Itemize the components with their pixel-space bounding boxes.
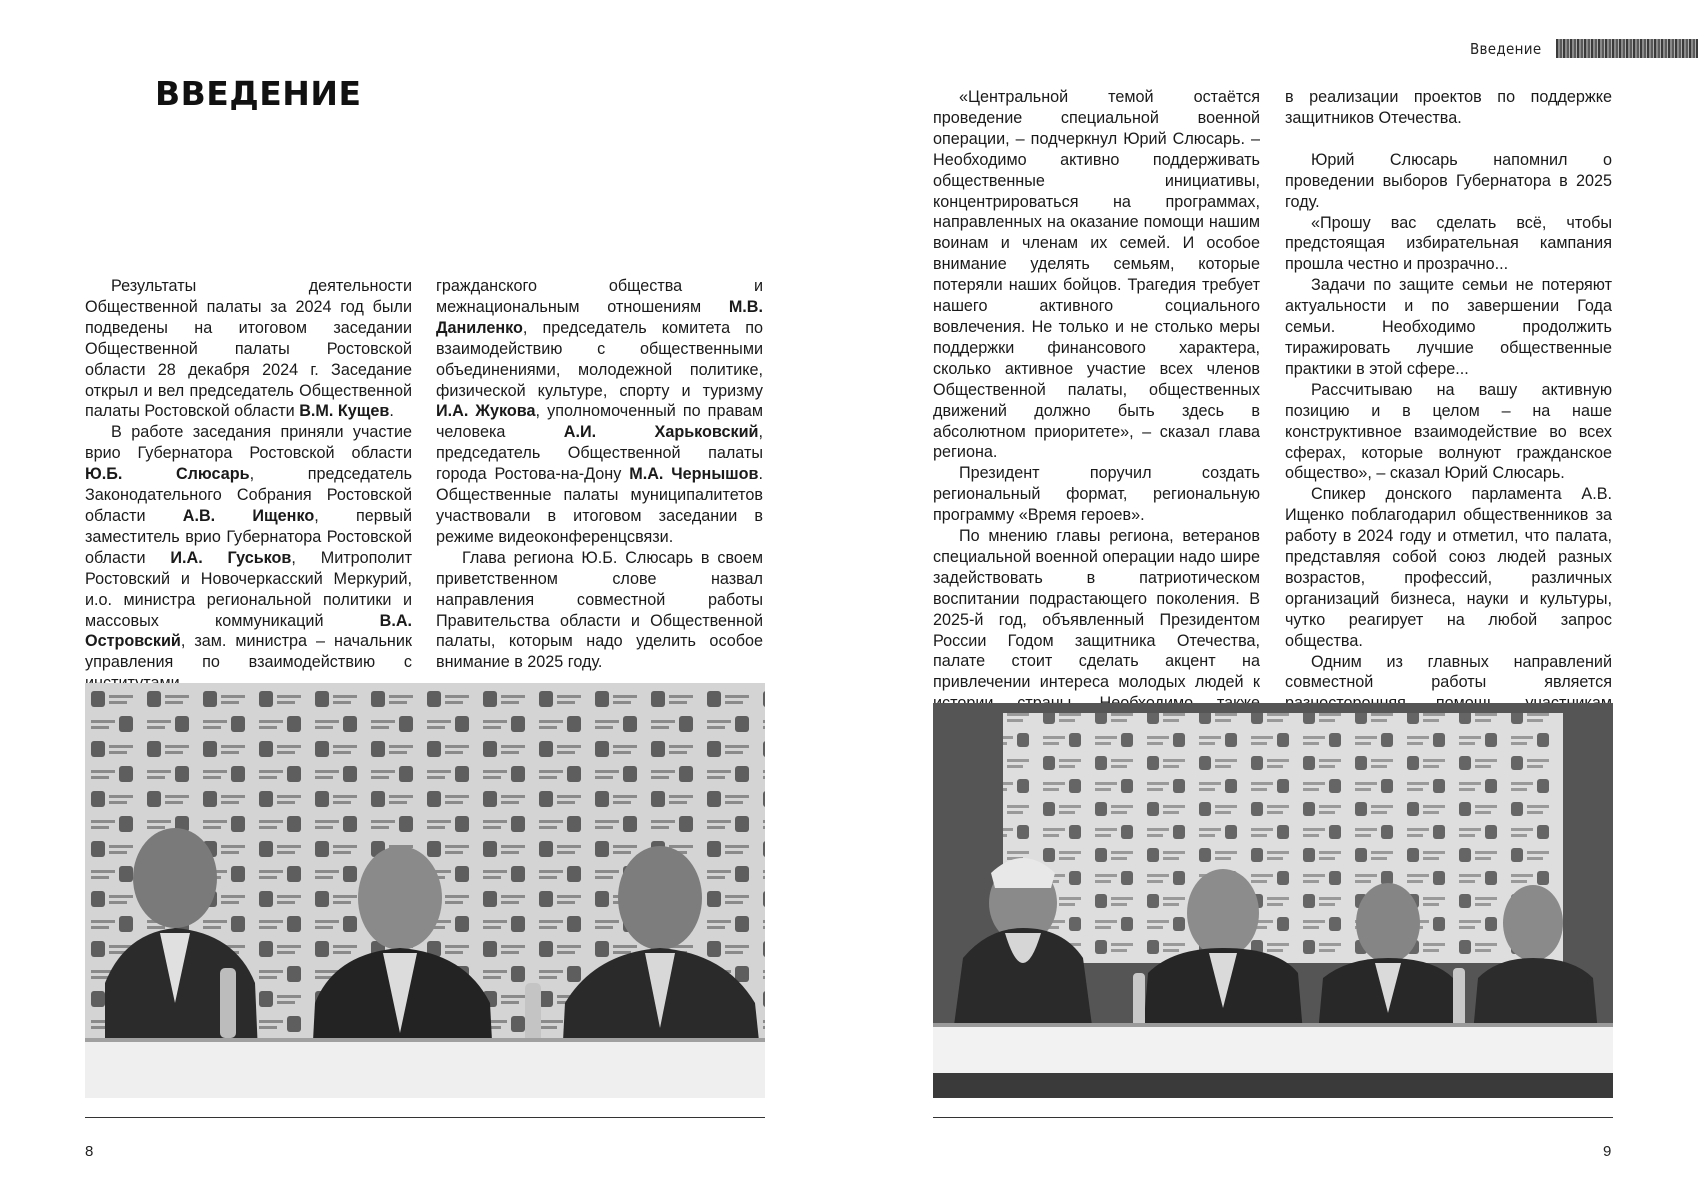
text-column-2 <box>436 276 763 673</box>
paragraph: Президент поручил создать региональный формат, региональную программу «Время героев». <box>933 464 1260 525</box>
paragraph: Спикер донского парламента А.В. Ищенко поблагодарил общественников за работу в 2024 году и отметил, что палата, представляя собой союз людей разных возрастов, профессий, различных организаций бизнеса, науки и культуры, чутко реагирует на любой запрос общества. <box>1285 485 1612 650</box>
paragraph: Задачи по защите семьи не потеряют актуальности и по завершении Года семьи. Необходимо продолжить тиражировать лучшие общественные практики в этой сфере... <box>1285 276 1612 378</box>
footer-rule <box>85 1117 765 1118</box>
running-header: Введение <box>1470 40 1542 58</box>
photo-illustration <box>933 703 1613 1098</box>
meeting-photo-left <box>85 683 765 1098</box>
paragraph: гражданского общества и межнациональным отношениям М.В. Даниленко, председатель комитета по взаимодействию с общественными объединениями, молодежной политике, физической культуре, спорту и туризму И.А. Жукова, уполномоченный по правам человека А.И. Харьковский, председатель Общественной палаты города Ростова-на-Дону М.А. Чернышов. Общественные палаты муниципалитетов участвовали в итоговом заседании в режиме видеоконференцсвязи. <box>436 277 763 546</box>
paragraph: Глава региона Ю.Б. Слюсарь в своем приветственном слове назвал направления совместной работы Правительства области и Общественной палаты, которым надо уделить особое внимание в 2025 году. <box>436 548 763 672</box>
paragraph: «Центральной темой остаётся проведение специальной военной операции, – подчеркнул Юрий Слюсарь. – Необходимо активно поддерживать общественные инициативы, концентрироваться на программах, направленных на оказание помощи нашим воинам и членам их семей. И особое внимание уделять семьям, которые потеряли наших бойцов. Трагедия требует нашего активного социального вовлечения. Не только и не столько меры поддержки финансового характера, сколько активное участие всех членов Общественной палаты, общественных движений должно быть здесь в абсолютном приоритете», – сказал глава региона. <box>933 88 1260 462</box>
text-column-3 <box>933 87 1260 735</box>
page-number-left: 8 <box>85 1143 94 1160</box>
footer-rule <box>933 1117 1613 1118</box>
paragraph: Юрий Слюсарь напомнил о проведении выборов Губернатора в 2025 году. <box>1285 150 1612 211</box>
paragraph: «Прошу вас сделать всё, чтобы предстоящая избирательная кампания прошла честно и прозрачно... <box>1285 213 1612 274</box>
meeting-photo-right <box>933 703 1613 1098</box>
paragraph: Рассчитываю на вашу активную позицию и в целом – на наше конструктивное взаимодействие во всех сферах, которые волнуют гражданское общество», – сказал Юрий Слюсарь. <box>1285 380 1612 483</box>
text-column-4 <box>1285 87 1612 735</box>
paragraph: в реализации проектов по поддержке защитников Отечества. <box>1285 88 1612 127</box>
paragraph: По мнению главы региона, ветеранов специальной военной операции надо шире задействовать в патриотическом воспитании подрастающего поколения. В 2025-й год, объявленный Президентом России Годом защитника Отечества, палате стоит сделать акцент на привлечении интереса молодых людей к <box>933 527 1260 692</box>
text-column-1 <box>85 276 412 694</box>
header-decorative-bar <box>1556 39 1698 58</box>
paragraph: Одним из главных направлений совместной работы является <box>1285 652 1612 692</box>
page-number-right: 9 <box>1603 1143 1612 1160</box>
page-title: ВВЕДЕНИЕ <box>155 74 362 113</box>
paragraph: В работе заседания приняли участие врио Губернатора Ростовской области Ю.Б. Слюсарь, председатель Законодательного Собрания Ростовской области А.В. Ищенко, первый заместитель врио Губернатора Ростовской области И.А. Гуськов, Митрополит Ростовский и Новочеркасский Меркурий, и.о. министра региональной политики и массовых коммуникаций В.А. Островский, зам. министра – начальник управления по взаимодействию с <box>85 423 413 672</box>
paragraph: Результаты деятельности Общественной палаты за 2024 год были подведены на итоговом заседании Общественной палаты Ростовской области 28 декабря 2024 г. Заседание открыл и вел председатель Общественной палаты Ростовской области В.М. Кущев. <box>85 277 412 421</box>
photo-illustration <box>85 683 765 1098</box>
